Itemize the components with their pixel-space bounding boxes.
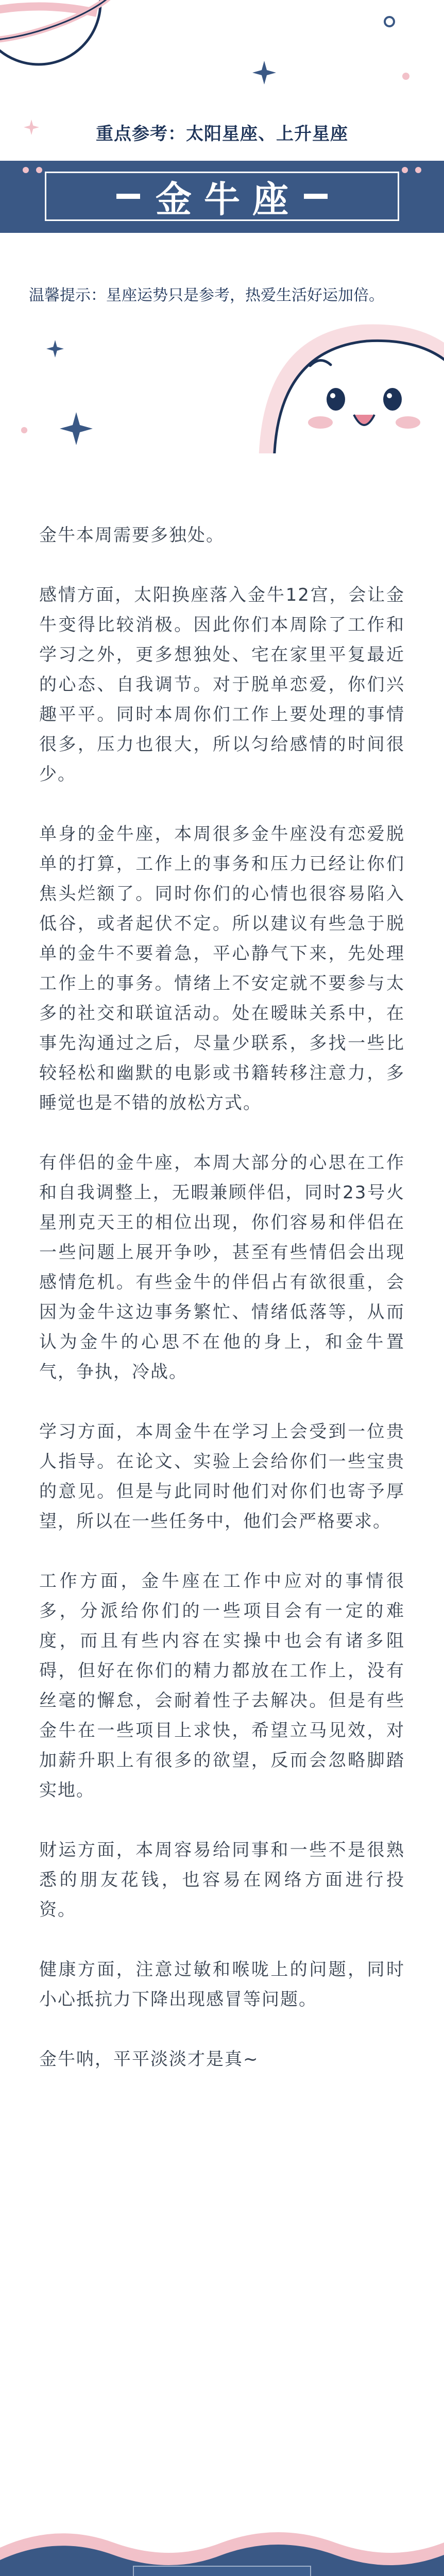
header-banner (0, 0, 444, 453)
sparkle-icon (60, 412, 93, 445)
page-title: 金牛座 (156, 178, 301, 221)
paragraph-closing: 金牛呐，平平淡淡才是真~ (39, 2049, 259, 2070)
footer (0, 2527, 444, 2576)
follow-card (133, 2566, 311, 2576)
paragraph-partnered: 有伴侣的金牛座，本周大部分的心思在工作和自我调整上，无暇兼顾伴侣，同时23号火星刑克天王的相位出现，你们容易和伴侣在一些问题上展开争吵，甚至有些情侣会出现感情危机。有些金牛的伴侣占有欲很重，会因为金牛这边事务繁忙、情绪低落等，从而认为金牛的心思不在他的身上，和金牛置气，争执，冷战。 (39, 1153, 405, 1382)
title-frame (45, 172, 399, 221)
paragraph-study: 学习方面，本周金牛在学习上会受到一位贵人指导。在论文、实验上会给你们一些宝贵的意见。但是与此同时他们对你们也寄予厚望，所以在一些任务中，他们会严格要求。 (39, 1421, 405, 1532)
planet-icon (0, 0, 124, 88)
paragraph-work: 工作方面，金牛座在工作中应对的事情很多，分派给你们的一些项目会有一定的难度，而且有些内容在实操中也会有诸多阻碍，但好在你们的精力都放在工作上，没有丝毫的懈怠，会耐着性子去解决。但是有些金牛在一些项目上求快，希望立马见效，对加薪升职上有很多的欲望，反而会忽略脚踏实地。 (39, 1571, 405, 1801)
sparkle-icon (252, 61, 276, 84)
star-dot-icon (21, 427, 28, 434)
decor-dot (36, 167, 42, 173)
paragraph-love: 感情方面，太阳换座落入金牛12宫，会让金牛变得比较消极。因此你们本周除了工作和学习之外，更多想独处、宅在家里平复最近的心态、自我调节。对于脱单恋爱，你们兴趣平平。同时本周你们工作上要处理的事情很多，压力也很大，所以匀给感情的时间很少。 (39, 585, 405, 785)
mascot-blob-icon (238, 304, 444, 453)
sparkle-icon (46, 340, 64, 358)
paragraph-single: 单身的金牛座，本周很多金牛座没有恋爱脱单的打算，工作上的事务和压力已经让你们焦头烂额了。同时你们的心情也很容易陷入低谷，或者起伏不定。所以建议有些急于脱单的金牛不要着急，平心静气下来，先处理工作上的事务。情绪上不安定就不要参与太多的社交和联谊活动。处在暧昧关系中，在事先沟通过之后，尽量少联系，多找一些比较轻松和幽默的电影或书籍转移注意力，多睡觉也是不错的放松方式。 (39, 824, 405, 1113)
article-body (39, 520, 405, 2104)
decor-dot (415, 167, 421, 173)
paragraph-wealth: 财运方面，本周容易给同事和一些不是很熟悉的朋友花钱，也容易在网络方面进行投资。 (39, 1840, 405, 1920)
decor-dot (402, 167, 408, 173)
paragraph-intro: 金牛本周需要多独处。 (39, 525, 225, 546)
reference-line: 重点参考：太阳星座、上升星座 (96, 124, 348, 144)
decor-dot (23, 167, 29, 173)
paragraph-health: 健康方面，注意过敏和喉咙上的问题，同时小心抵抗力下降出现感冒等问题。 (39, 1959, 405, 2010)
star-dot-icon (383, 15, 396, 28)
title-dash-left (116, 194, 140, 199)
tip-line: 温馨提示：星座运势只是参考，热爱生活好运加倍。 (29, 286, 384, 304)
star-dot-icon (402, 72, 410, 80)
title-dash-right (304, 194, 328, 199)
